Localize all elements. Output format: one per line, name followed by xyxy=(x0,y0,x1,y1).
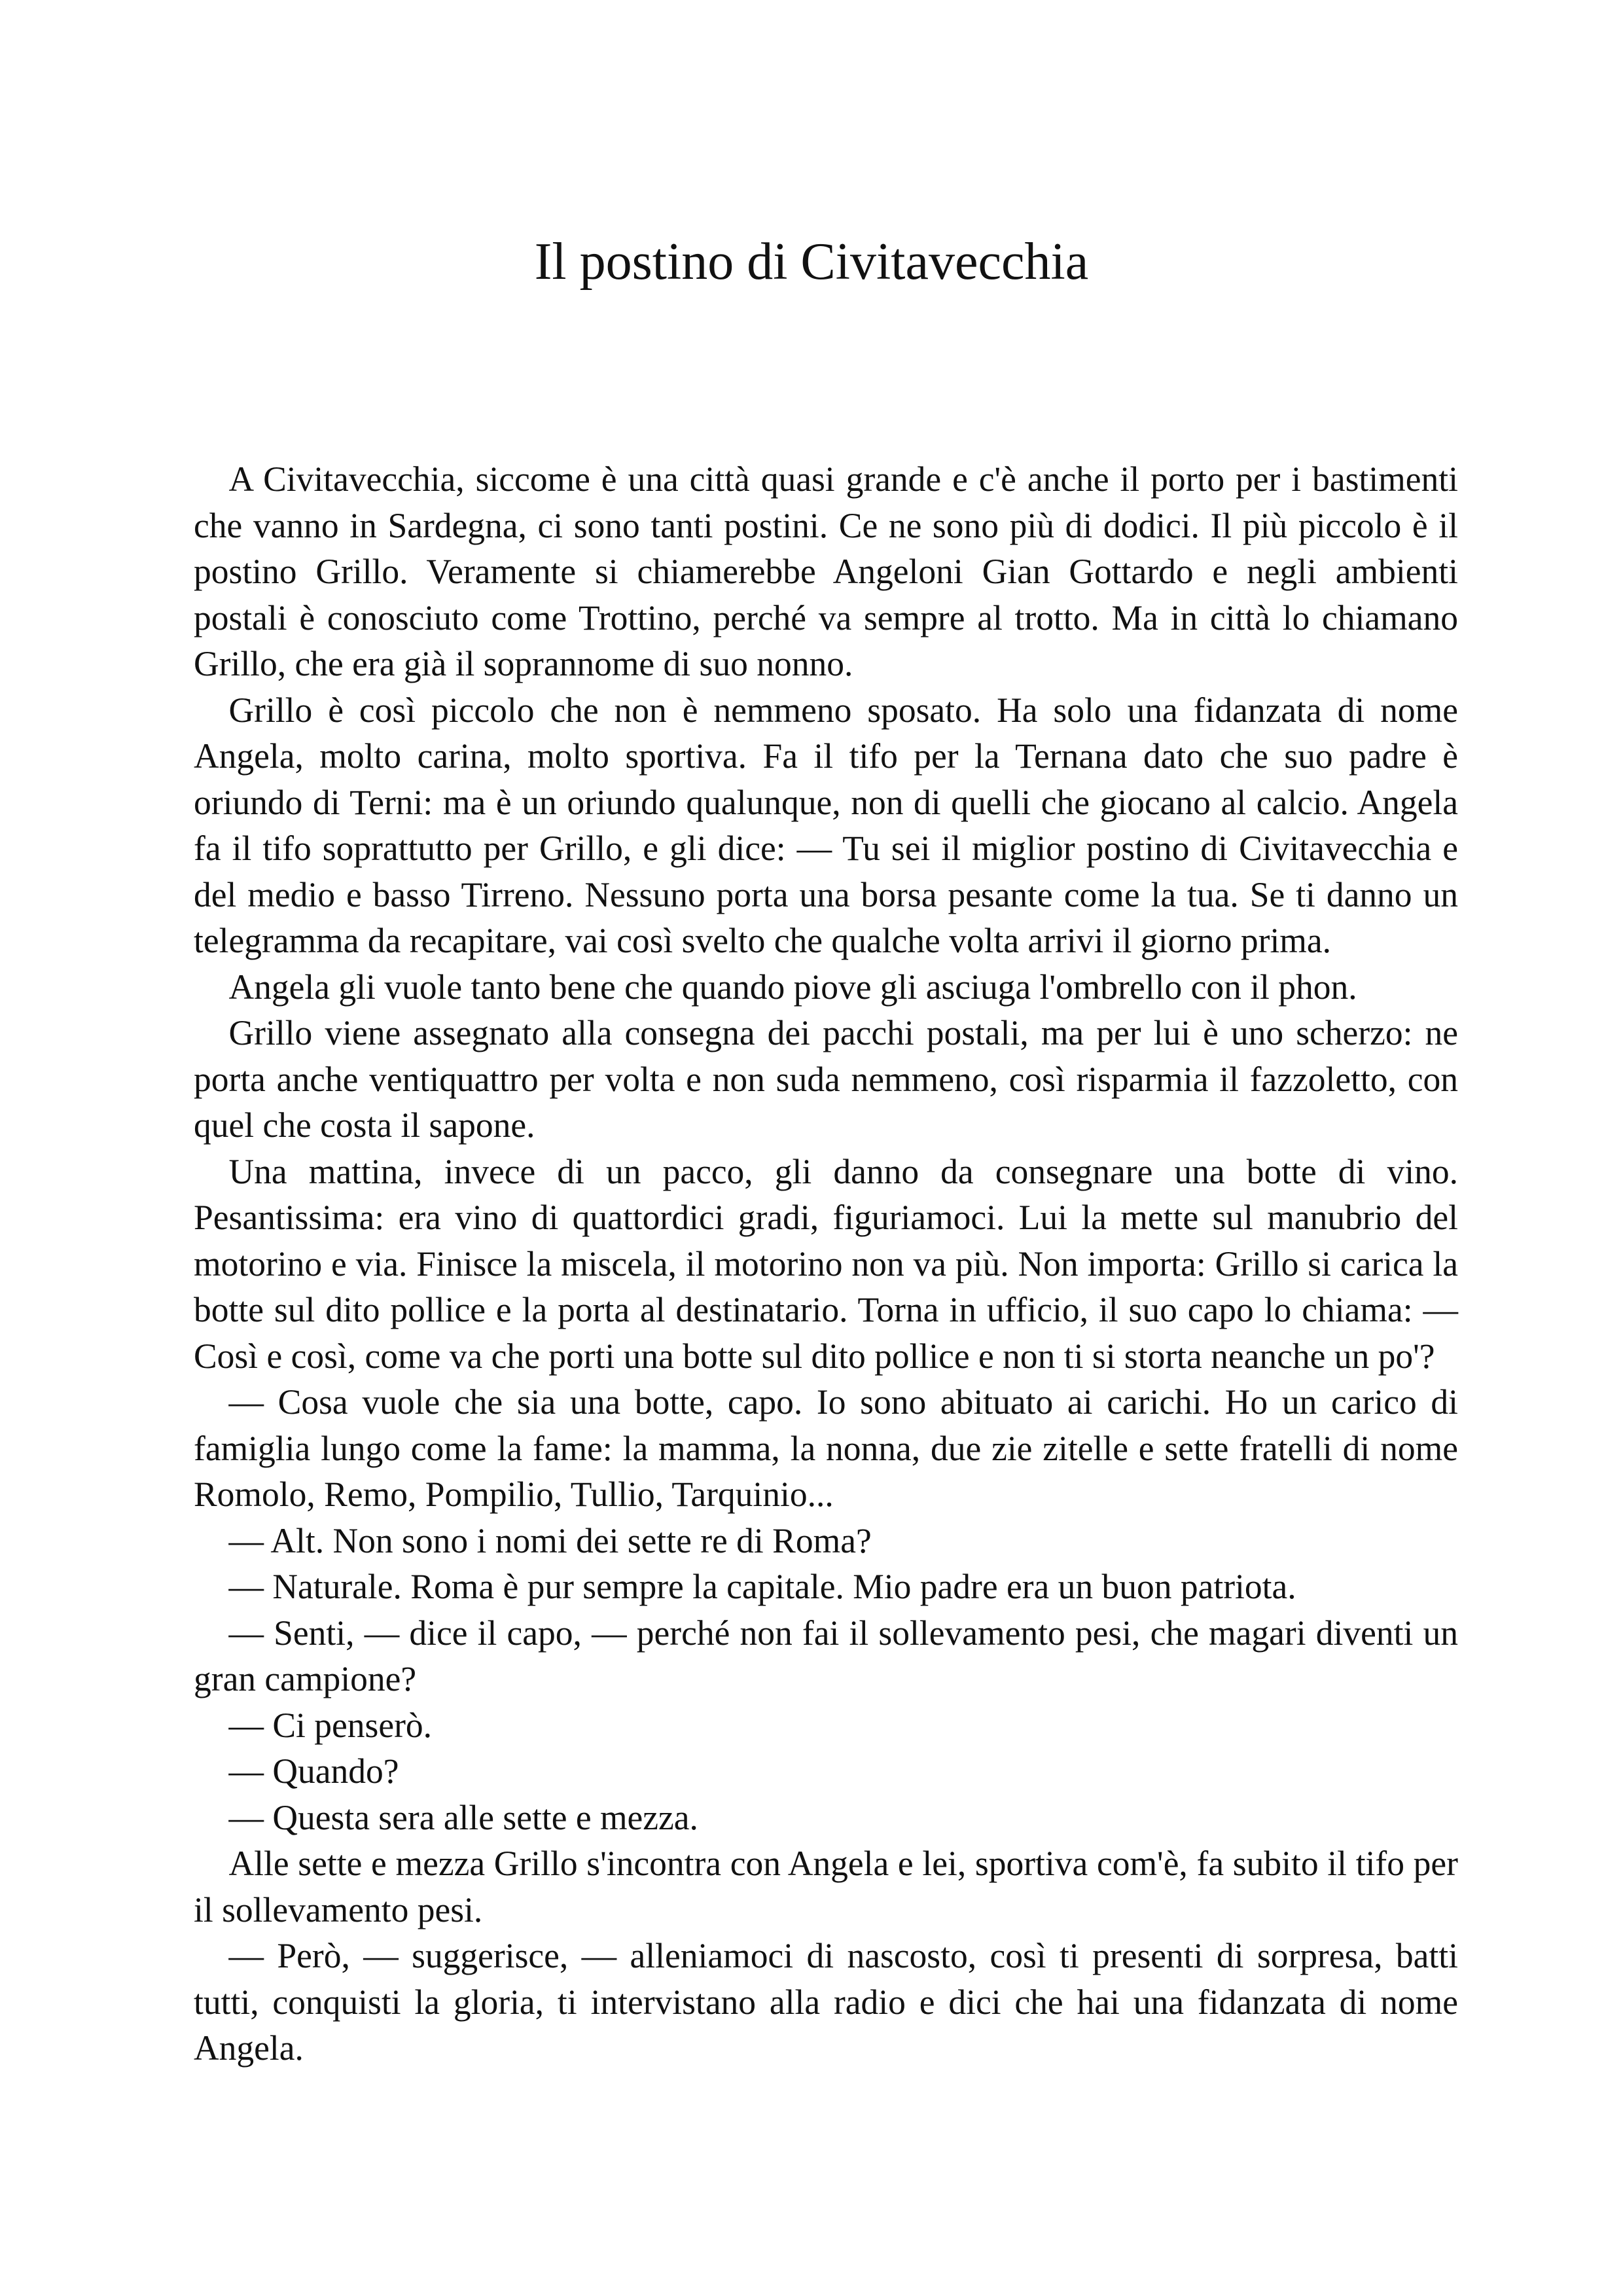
paragraph-3: Angela gli vuole tanto bene che quando piove gli asciuga l'ombrello con il phon. xyxy=(228,967,1357,1007)
paragraph-7: — Alt. Non sono i nomi dei sette re di Roma? xyxy=(228,1520,872,1560)
paragraph-10: — Ci penserò. xyxy=(228,1705,433,1745)
story-body xyxy=(194,456,1458,2072)
paragraph-6: — Cosa vuole che sia una botte, capo. Io sono abituato ai carichi. Ho un carico di famiglia lungo come la fame: la mamma, la nonna, due zie zitelle e sette fratelli di nome Romolo, Remo, Pompilio, Tullio, Tarquinio... xyxy=(194,1382,1458,1514)
paragraph-11: — Quando? xyxy=(228,1751,399,1791)
paragraph-5: Una mattina, invece di un pacco, gli danno da consegnare una botte di vino. Pesantissima: era vino di quattordici gradi, figuriamoci. Lui la mette sul manubrio del motorino e via. Finisce la miscela, il motorino non va più. Non importa: Grillo si carica la botte sul dito pollice e la porta al destinatario. Torna in ufficio, il suo capo lo chiama: — Così e così, come va che porti una botte sul dito pollice e non ti si storta neanche un po'? xyxy=(194,1151,1458,1376)
page-title: Il postino di Civitavecchia xyxy=(534,233,1089,291)
paragraph-9: — Senti, — dice il capo, — perché non fai il sollevamento pesi, che magari diventi un gran campione? xyxy=(194,1613,1458,1698)
paragraph-4: Grillo viene assegnato alla consegna dei pacchi postali, ma per lui è uno scherzo: ne porta anche ventiquattro per volta e non suda nemmeno, così risparmia il fazzoletto, con quel che costa il sapone. xyxy=(194,1013,1458,1145)
paragraph-1: A Civitavecchia, siccome è una città quasi grande e c'è anche il porto per i bastimenti che vanno in Sardegna, ci sono tanti postini. Ce ne sono più di dodici. Il più piccolo è il postino Grillo. Veramente si chiamerebbe Angeloni Gian Gottardo e negli ambienti postali è conosciuto come Trottino, perché va sempre al trotto. Ma in città lo chiamano Grillo, che era già il soprannome di suo nonno. xyxy=(194,459,1458,683)
paragraph-13: Alle sette e mezza Grillo s'incontra con Angela e lei, sportiva com'è, fa subito il tifo per il sollevamento pesi. xyxy=(194,1844,1458,1929)
paragraph-12: — Questa sera alle sette e mezza. xyxy=(228,1797,698,1837)
paragraph-8: — Naturale. Roma è pur sempre la capitale. Mio padre era un buon patriota. xyxy=(228,1567,1296,1606)
paragraph-14: — Però, — suggerisce, — alleniamoci di nascosto, così ti presenti di sorpresa, batti tutti, conquisti la gloria, ti intervistano alla radio e dici che hai una fidanzata di nome Angela. xyxy=(194,1936,1458,2068)
paragraph-2: Grillo è così piccolo che non è nemmeno sposato. Ha solo una fidanzata di nome Angela, molto carina, molto sportiva. Fa il tifo per la Ternana dato che suo padre è oriundo di Terni: ma è un oriundo qualunque, non di quelli che giocano al calcio. Angela fa il tifo soprattutto per Grillo, e gli dice: — Tu sei il miglior postino di Civitavecchia e del medio e basso Tirreno. Nessuno porta una borsa pesante come la tua. Se ti danno un telegramma da recapitare, vai così svelto che qualche volta arrivi il giorno prima. xyxy=(194,690,1458,960)
